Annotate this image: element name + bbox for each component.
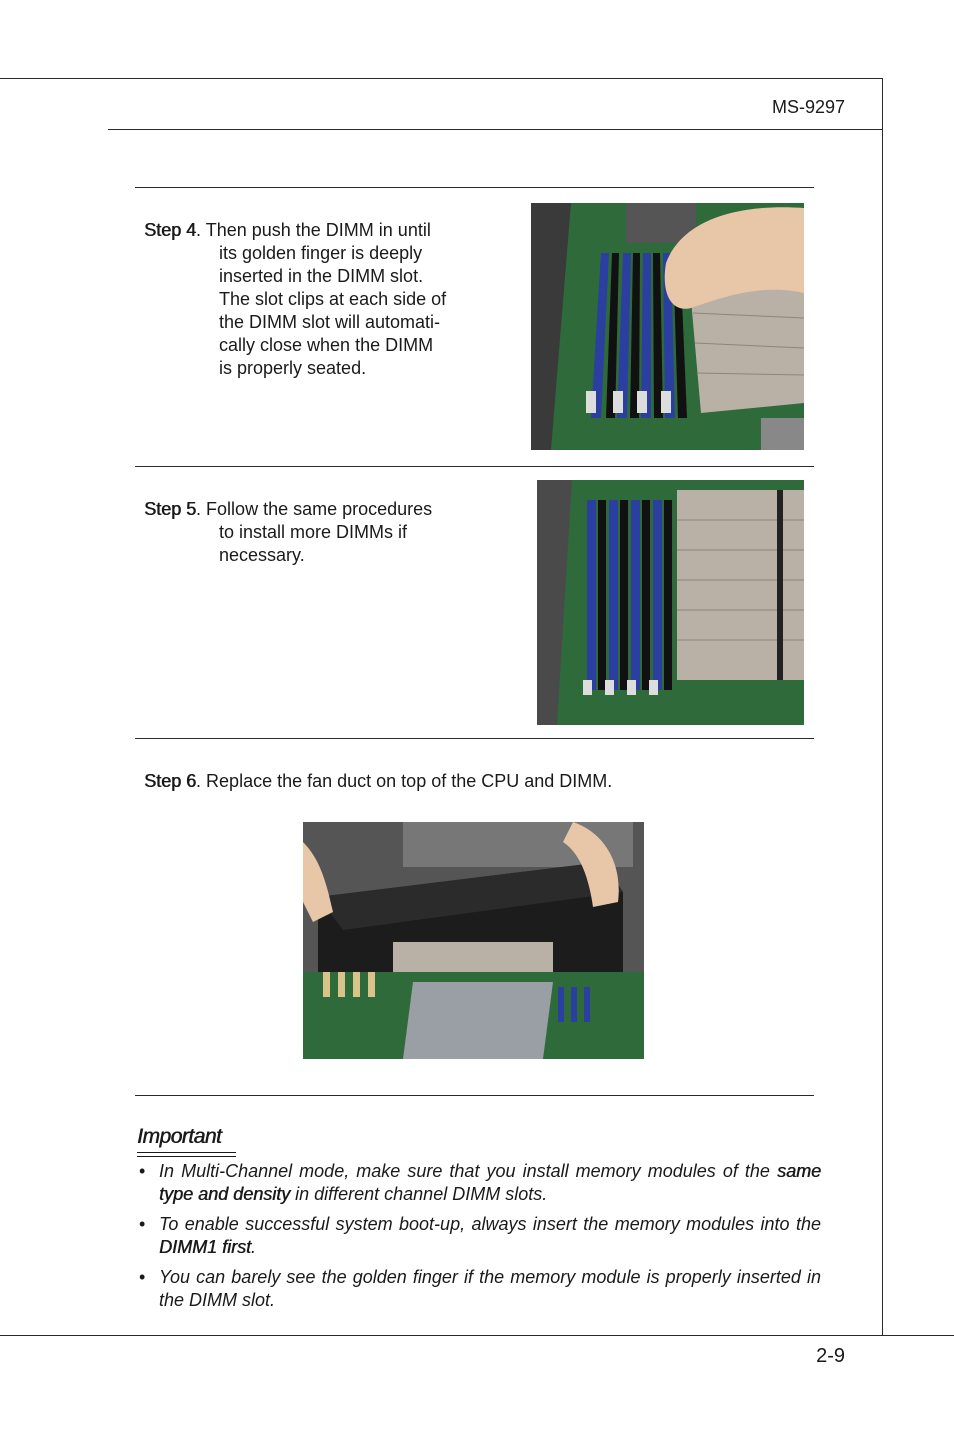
important-bullet-3: • You can barely see the golden finger if the memory module is properly inserted in the DIMM slot. [139, 1267, 821, 1310]
step-4-photo [531, 203, 804, 450]
fan-duct-illustration [303, 822, 644, 1059]
step-5-label: Step 5 [144, 499, 197, 519]
right-margin-rule [882, 78, 883, 1336]
dimm-slots-illustration [537, 480, 804, 725]
important-bullet-2: • To enable successful system boot-up, always insert the memory modules into the DIMM1 first. [139, 1214, 821, 1257]
footer-rule [0, 1335, 954, 1336]
page-number: 2-9 [816, 1345, 845, 1367]
bullet-dot: • [139, 1214, 146, 1234]
bullet-dot: • [139, 1267, 146, 1287]
dimm-insert-illustration [531, 203, 804, 450]
important-bullet-1: • In Multi-Channel mode, make sure that you install memory modules of the same type and density in different channel DIMM slots. [139, 1161, 821, 1204]
important-underline-1 [137, 1152, 236, 1153]
section-rule-2 [135, 466, 814, 467]
header-rule-top [0, 78, 883, 79]
step-5-text: Step 5. Follow the same procedures to install more DIMMs if necessary. [144, 499, 433, 565]
bullet-dot: • [139, 1161, 146, 1181]
important-bullet-list [137, 1160, 821, 1319]
section-rule-1 [135, 187, 814, 188]
step-6-text: Step 6. Replace the fan duct on top of the CPU and DIMM. [144, 771, 613, 791]
step-4-label: Step 4 [144, 220, 197, 240]
important-underline-2 [137, 1156, 236, 1157]
section-rule-4 [135, 1095, 814, 1096]
important-heading: Important [137, 1125, 222, 1148]
header-rule-bottom [108, 129, 883, 130]
step-4-text: Step 4. Then push the DIMM in until its golden finger is deeply inserted in the DIMM slot. The slot clips at each side of the DIMM slot will automati- cally close when the DIMM is properly seated. [144, 220, 447, 378]
step-6-label: Step 6 [144, 771, 197, 791]
model-number: MS-9297 [771, 97, 845, 117]
step-5-photo [537, 480, 804, 725]
section-rule-3 [135, 738, 814, 739]
step-6-photo [303, 822, 644, 1059]
